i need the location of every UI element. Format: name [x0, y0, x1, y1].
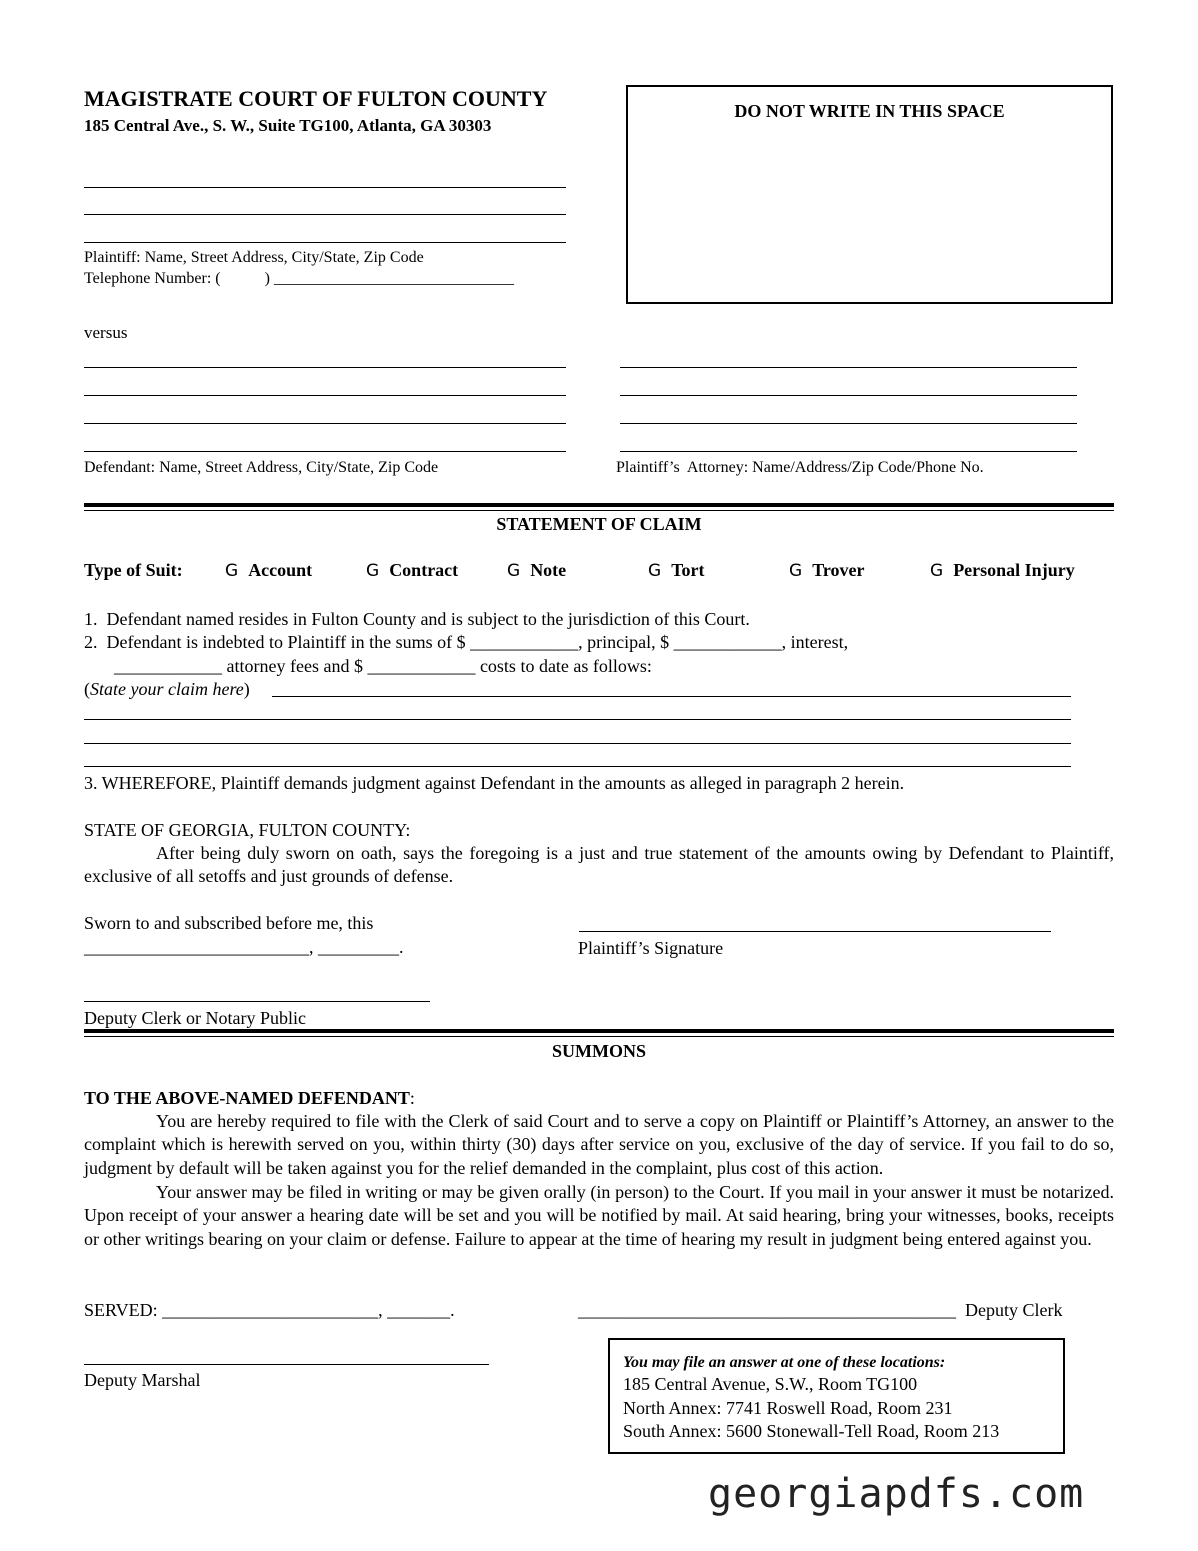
suit-option-account[interactable]: G Account [225, 560, 313, 581]
claim-line-3[interactable] [84, 743, 1071, 744]
checkbox-icon[interactable]: G [930, 561, 944, 581]
claim-item-3: 3. WHEREFORE, Plaintiff demands judgment against Defendant in the amounts as alleged in paragraph 2 herein. [84, 773, 905, 793]
plaintiff-line-2[interactable] [84, 214, 566, 215]
suit-option-tort[interactable]: G Tort [648, 560, 705, 581]
section-divider-summons [84, 1029, 1114, 1037]
deputy-marshal-label: Deputy Marshal [84, 1370, 201, 1390]
signature-label: Plaintiff’s Signature [578, 938, 724, 958]
claim-item-1: 1. Defendant named resides in Fulton County and is subject to the jurisdiction of this Court. [84, 609, 750, 629]
attorney-line-3[interactable] [620, 423, 1077, 424]
checkbox-icon[interactable]: G [789, 561, 803, 581]
checkbox-icon[interactable]: G [507, 561, 521, 581]
locations-heading: You may file an answer at one of these locations: [623, 1354, 946, 1371]
checkbox-icon[interactable]: G [366, 561, 380, 581]
summons-heading: SUMMONS [552, 1041, 646, 1061]
watermark-text: georgiapdfs.com [708, 1471, 1085, 1517]
claim-item-2-line-1: 2. Defendant is indebted to Plaintiff in the sums of $ ____________, principal, $ ____________, interest, [84, 632, 849, 652]
summons-paragraph-2: Your answer may be filed in writing or may be given orally (in person) to the Court. If you mail in your answer it must be notarized. Upon receipt of your answer a hearing date will be set and you will be notified by mail. At said hearing, bring your witnesses, books, receipts or other writings bearing on your claim or defense. Failure to appear at the time of hearing my result in judgment being entered against you. [84, 1182, 1114, 1249]
notary-label: Deputy Clerk or Notary Public [84, 1008, 306, 1028]
filing-locations-box [608, 1338, 1065, 1454]
to-defendant-label: TO THE ABOVE-NAMED DEFENDANT: [84, 1088, 415, 1108]
oath-text: After being duly sworn on oath, says the foregoing is a just and true statement of the amounts owing by Defendant to Plaintiff, exclusive of all setoffs and just grounds of defense. [84, 843, 1114, 887]
suit-option-note[interactable]: G Note [507, 560, 567, 581]
location-item: 185 Central Avenue, S.W., Room TG100 [623, 1374, 918, 1394]
location-item: North Annex: 7741 Roswell Road, Room 231 [623, 1397, 953, 1418]
defendant-line-2[interactable] [84, 395, 566, 396]
do-not-write-box [626, 85, 1113, 304]
defendant-line-4[interactable] [84, 451, 566, 452]
deputy-clerk-field[interactable]: __________________________________________ Deputy Clerk [578, 1300, 1063, 1320]
defendant-line-3[interactable] [84, 423, 566, 424]
state-line: STATE OF GEORGIA, FULTON COUNTY: [84, 820, 411, 840]
suit-option-trover[interactable]: G Trover [789, 560, 865, 581]
defendant-line-1[interactable] [84, 367, 566, 368]
notary-signature-line[interactable] [84, 1001, 430, 1002]
claim-line-2[interactable] [84, 719, 1071, 720]
court-name: MAGISTRATE COURT OF FULTON COUNTY [84, 86, 548, 111]
state-claim-label: (State your claim here) [84, 679, 250, 699]
suit-type-label: Type of Suit: [84, 560, 183, 580]
plaintiff-label: Plaintiff: Name, Street Address, City/State, Zip Code [84, 249, 424, 266]
section-divider-claim [84, 503, 1114, 511]
attorney-line-4[interactable] [620, 451, 1077, 452]
location-item: South Annex: 5600 Stonewall-Tell Road, Room 213 [623, 1421, 1000, 1441]
claim-line-4[interactable] [84, 766, 1071, 767]
plaintiff-line-3[interactable] [84, 242, 566, 243]
attorney-line-1[interactable] [620, 367, 1077, 368]
claim-line-1[interactable] [272, 696, 1071, 697]
attorney-line-2[interactable] [620, 395, 1077, 396]
telephone-label: Telephone Number: ( ) ______________________________ [84, 270, 514, 287]
plaintiff-signature-line[interactable] [579, 931, 1051, 932]
sworn-label: Sworn to and subscribed before me, this [84, 913, 374, 933]
do-not-write-label: DO NOT WRITE IN THIS SPACE [734, 101, 1005, 121]
versus-label: versus [84, 323, 128, 342]
suit-option-personal-injury[interactable]: G Personal Injury [930, 560, 1075, 581]
deputy-marshal-line[interactable] [84, 1364, 489, 1365]
checkbox-icon[interactable]: G [225, 561, 239, 581]
attorney-label: Plaintiff’s Attorney: Name/Address/Zip Code/Phone No. [616, 459, 984, 476]
suit-option-contract[interactable]: G Contract [366, 560, 459, 581]
defendant-label: Defendant: Name, Street Address, City/State, Zip Code [84, 459, 439, 476]
court-address: 185 Central Ave., S. W., Suite TG100, Atlanta, GA 30303 [84, 116, 492, 135]
summons-paragraph-1: You are hereby required to file with the Clerk of said Court and to serve a copy on Plaintiff or Plaintiff’s Attorney, an answer to the complaint which is herewith served on you, within thirty (30) days after service on you, exclusive of the day of service. If you fail to do so, judgment by default will be taken against you for the relief demanded in the complaint, plus cost of this action. [84, 1111, 1114, 1178]
sworn-date-field[interactable]: _________________________, _________. [84, 937, 404, 957]
checkbox-icon[interactable]: G [648, 561, 662, 581]
claim-item-2-line-2: ____________ attorney fees and $ ____________ costs to date as follows: [114, 656, 652, 676]
claim-heading: STATEMENT OF CLAIM [496, 514, 702, 534]
plaintiff-line-1[interactable] [84, 187, 566, 188]
served-field[interactable]: SERVED: ________________________, _______. [84, 1300, 455, 1320]
